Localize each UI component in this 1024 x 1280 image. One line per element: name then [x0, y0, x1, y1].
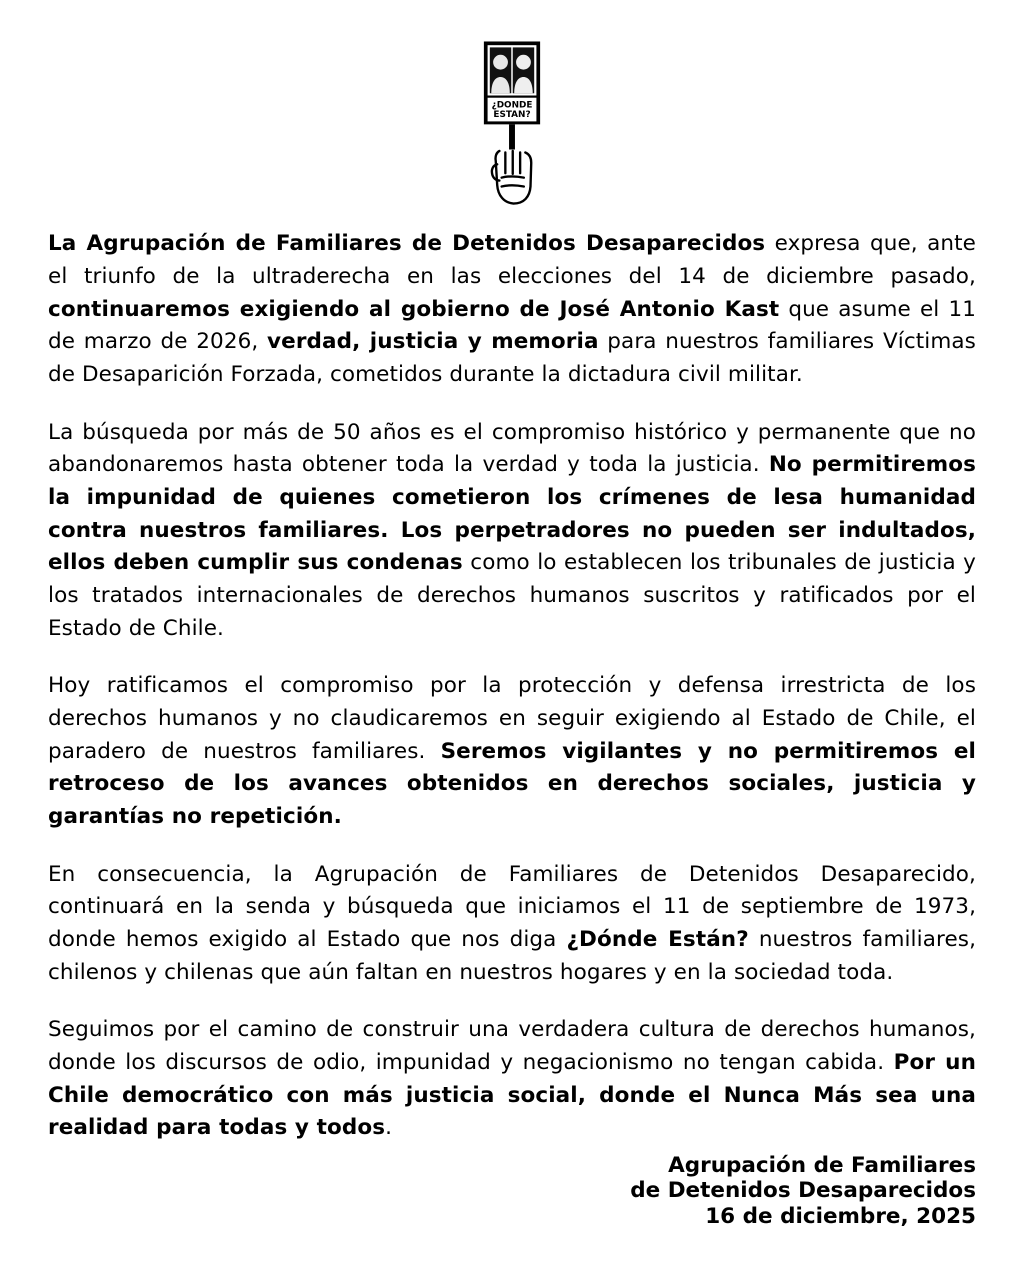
hand-holding-placard-desaparecidos-icon [475, 40, 549, 210]
svg-text:ESTAN?: ESTAN? [493, 109, 531, 120]
signature-block [48, 1153, 976, 1229]
emphasis-text: verdad, justicia y memoria [267, 329, 599, 355]
paragraph-4 [48, 859, 976, 990]
paragraph-5 [48, 1014, 976, 1145]
emphasis-text: ¿Dónde Están? [566, 926, 749, 952]
paragraph-1 [48, 228, 976, 391]
emphasis-text: Seremos vigilantes y no permitiremos el retroceso de los avances obtenidos en derechos sociales, justicia y garantías no repetición. [48, 738, 976, 829]
emphasis-text: Por un Chile democrático con más justicia social, donde el Nunca Más sea una realidad para todas y todos [48, 1049, 976, 1141]
body-text: Hoy ratificamos el compromiso por la protección y defensa irrestricta de los derechos humanos y no claudicaremos en seguir exigiendo al Estado de Chile, el paradero de nuestros familiares. [48, 673, 976, 764]
paragraph-2 [48, 417, 976, 646]
signature-line-1: Agrupación de Familiares [668, 1152, 976, 1178]
logo-container [48, 40, 976, 210]
body-text: Seguimos por el camino de construir una verdadera cultura de derechos humanos, donde los discursos de odio, impunidad y negacionismo no tengan cabida. [48, 1017, 976, 1075]
body-text: La búsqueda por más de 50 años es el compromiso histórico y permanente que no abandonaremos hasta obtener toda la verdad y toda la justicia. [48, 419, 976, 478]
body-text: nuestros familiares, chilenos y chilenas que aún faltan en nuestros hogares y en la sociedad toda. [48, 926, 977, 985]
paragraph-3 [48, 670, 976, 833]
body-text: . [385, 1115, 393, 1141]
emphasis-text: continuaremos exigiendo al gobierno de José Antonio Kast [48, 296, 780, 322]
body-text: para nuestros familiares Víctimas de Desaparición Forzada, cometidos durante la dictadura civil militar. [48, 329, 976, 387]
emphasis-text: No permitiremos la impunidad de quienes cometieron los crímenes de lesa humanidad contra nuestros familiares. Los perpetradores no pueden ser indultados, ellos deben cumplir sus condenas [48, 452, 977, 576]
emphasis-text: La Agrupación de Familiares de Detenidos Desaparecidos [48, 231, 766, 257]
signature-date: 16 de diciembre, 2025 [705, 1203, 976, 1229]
letter-body [48, 228, 976, 1145]
signature-line-2: de Detenidos Desaparecidos [630, 1178, 976, 1204]
svg-text:¿DONDE: ¿DONDE [491, 100, 533, 111]
body-text: En consecuencia, la Agrupación de Familiares de Detenidos Desaparecido, continuará en la senda y búsqueda que iniciamos el 11 de septiembre de 1973, donde hemos exigido al Estado que nos diga [48, 861, 976, 952]
body-text: como lo establecen los tribunales de justicia y los tratados internacionales de derechos humanos suscritos y ratificados por el Estado de Chile. [48, 550, 976, 641]
body-text: expresa que, ante el triunfo de la ultraderecha en las elecciones del 14 de diciembre pasado, [48, 231, 976, 289]
body-text: que asume el 11 de marzo de 2026, [48, 296, 977, 355]
